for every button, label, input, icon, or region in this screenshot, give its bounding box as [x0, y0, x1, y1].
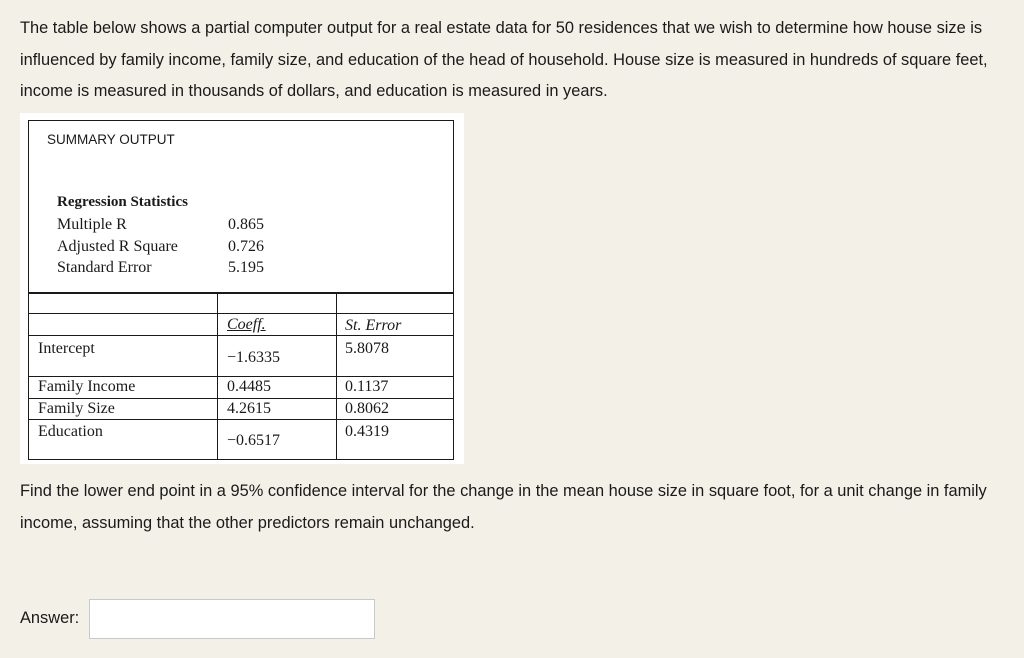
- table-rule: [217, 292, 218, 460]
- stat-value-multiple-r: 0.865: [228, 216, 264, 233]
- st-error-family-income: 0.1137: [345, 378, 389, 395]
- row-label-family-size: Family Size: [38, 400, 115, 417]
- coeff-family-income: 0.4485: [227, 378, 271, 395]
- st-error-education: 0.4319: [345, 423, 389, 440]
- table-rule: [28, 419, 454, 420]
- stat-value-adjusted-r-square: 0.726: [228, 238, 264, 255]
- coeff-education: −0.6517: [227, 432, 281, 449]
- question-text: Find the lower end point in a 95% confidence interval for the change in the mean house size in square foot, for a unit change in family income, assuming that the other predictors remain unchanged.: [20, 482, 987, 532]
- table-rule: [28, 376, 454, 377]
- header-coeff: Coeff.: [227, 316, 266, 333]
- st-error-family-size: 0.8062: [345, 400, 389, 417]
- answer-input[interactable]: [89, 599, 375, 639]
- table-rule: [28, 335, 454, 336]
- row-label-education: Education: [38, 423, 103, 440]
- st-error-intercept: 5.8078: [345, 340, 389, 357]
- table-rule: [28, 398, 454, 399]
- stat-label-standard-error: Standard Error: [57, 259, 152, 276]
- regression-output-figure: [20, 113, 464, 464]
- coeff-intercept: −1.6335: [227, 349, 281, 366]
- problem-statement: The table below shows a partial computer output for a real estate data for 50 residences that we wish to determine how house size is influenced by family income, family size, and education of the head of household. House size is measured in hundreds of square feet, income is measured in thousands of dollars, and education is measured in years.: [20, 19, 988, 100]
- table-rule: [336, 292, 337, 460]
- row-label-intercept: Intercept: [38, 340, 95, 357]
- stat-value-standard-error: 5.195: [228, 259, 264, 276]
- stat-label-multiple-r: Multiple R: [57, 216, 127, 233]
- table-rule: [28, 313, 454, 314]
- stat-label-adjusted-r-square: Adjusted R Square: [57, 238, 178, 255]
- row-label-family-income: Family Income: [38, 378, 136, 395]
- answer-label: Answer:: [20, 609, 80, 627]
- summary-output-box: [28, 120, 454, 294]
- header-st-error: St. Error: [345, 317, 402, 334]
- coeff-family-size: 4.2615: [227, 400, 271, 417]
- summary-output-title: SUMMARY OUTPUT: [47, 132, 175, 147]
- regression-statistics-heading: Regression Statistics: [57, 194, 188, 210]
